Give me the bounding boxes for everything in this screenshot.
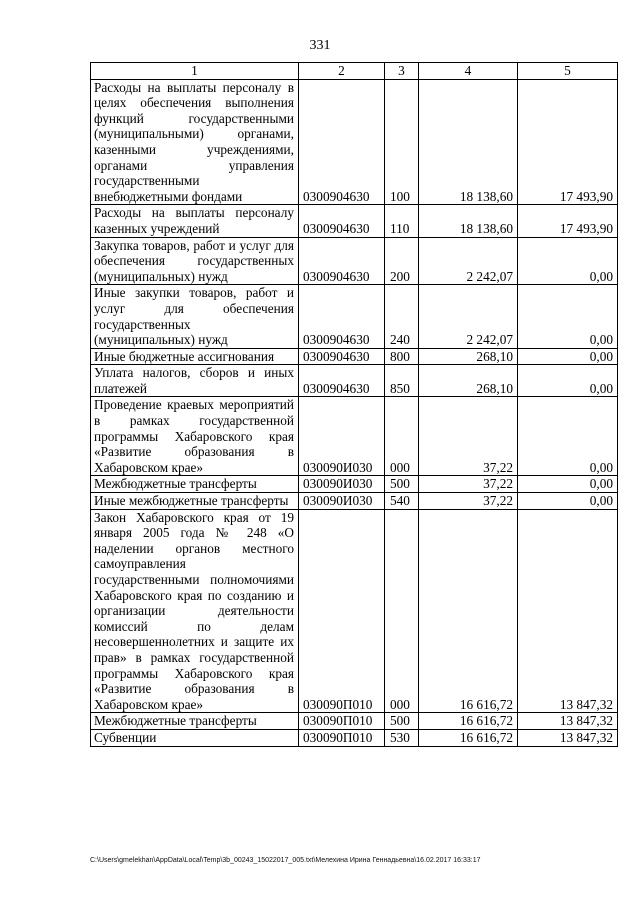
row-amount-2: 0,00 bbox=[518, 285, 618, 348]
header-row bbox=[91, 63, 618, 80]
row-name: Иные закупки товаров, работ и услуг для обеспечения государственных (муниципальных) нужд bbox=[91, 285, 299, 348]
row-code: 0300904630 bbox=[299, 285, 385, 348]
table-row bbox=[91, 237, 618, 285]
row-amount-2: 0,00 bbox=[518, 365, 618, 397]
row-name: Межбюджетные трансферты bbox=[91, 713, 299, 730]
row-name: Субвенции bbox=[91, 729, 299, 746]
row-amount-1: 18 138,60 bbox=[419, 205, 518, 237]
table-row bbox=[91, 713, 618, 730]
row-expense-type: 240 bbox=[385, 285, 419, 348]
row-amount-1: 16 616,72 bbox=[419, 713, 518, 730]
header-col-2: 2 bbox=[299, 63, 385, 80]
row-name: Уплата налогов, сборов и иных платежей bbox=[91, 365, 299, 397]
table-row bbox=[91, 205, 618, 237]
row-amount-2: 0,00 bbox=[518, 237, 618, 285]
table-header bbox=[91, 63, 618, 80]
row-expense-type: 540 bbox=[385, 493, 419, 510]
row-amount-1: 37,22 bbox=[419, 476, 518, 493]
row-name: Расходы на выплаты персоналу казенных учреждений bbox=[91, 205, 299, 237]
header-col-1: 1 bbox=[91, 63, 299, 80]
row-code: 0300904630 bbox=[299, 79, 385, 205]
row-code: 0300904630 bbox=[299, 365, 385, 397]
row-code: 0300904630 bbox=[299, 237, 385, 285]
table-row bbox=[91, 493, 618, 510]
row-amount-1: 268,10 bbox=[419, 348, 518, 365]
header-col-5: 5 bbox=[518, 63, 618, 80]
row-amount-2: 13 847,32 bbox=[518, 729, 618, 746]
row-name: Проведение краевых мероприятий в рамках государственной программы Хабаровского края «Развитие образования в Хабаровском крае» bbox=[91, 397, 299, 476]
row-amount-2: 0,00 bbox=[518, 397, 618, 476]
table-row bbox=[91, 348, 618, 365]
row-amount-2: 0,00 bbox=[518, 348, 618, 365]
row-code: 030090П010 bbox=[299, 713, 385, 730]
table-row bbox=[91, 365, 618, 397]
page-number: 331 bbox=[309, 38, 331, 53]
table-row bbox=[91, 729, 618, 746]
row-amount-1: 16 616,72 bbox=[419, 509, 518, 713]
row-amount-1: 37,22 bbox=[419, 397, 518, 476]
row-amount-1: 2 242,07 bbox=[419, 237, 518, 285]
table-row bbox=[91, 476, 618, 493]
table-row bbox=[91, 285, 618, 348]
row-amount-2: 17 493,90 bbox=[518, 79, 618, 205]
row-code: 030090И030 bbox=[299, 476, 385, 493]
row-amount-2: 17 493,90 bbox=[518, 205, 618, 237]
row-amount-1: 268,10 bbox=[419, 365, 518, 397]
row-name: Иные межбюджетные трансферты bbox=[91, 493, 299, 510]
row-code: 030090И030 bbox=[299, 397, 385, 476]
row-expense-type: 110 bbox=[385, 205, 419, 237]
row-name: Межбюджетные трансферты bbox=[91, 476, 299, 493]
row-code: 0300904630 bbox=[299, 348, 385, 365]
table-body bbox=[91, 79, 618, 746]
row-name: Закон Хабаровского края от 19 января 2005 года № 248 «О наделении органов местного самоуправления государственными полномочиями Хабаровского края по созданию и организации деятельности комиссий по делам несовершеннолетних и защите их прав» в рамках государственной программы Хабаровского края «Развитие образования в Хабаровском крае» bbox=[91, 509, 299, 713]
row-expense-type: 530 bbox=[385, 729, 419, 746]
row-expense-type: 500 bbox=[385, 476, 419, 493]
row-expense-type: 000 bbox=[385, 397, 419, 476]
row-amount-2: 13 847,32 bbox=[518, 509, 618, 713]
table-row bbox=[91, 397, 618, 476]
row-code: 0300904630 bbox=[299, 205, 385, 237]
row-amount-1: 2 242,07 bbox=[419, 285, 518, 348]
table-row bbox=[91, 509, 618, 713]
row-name: Иные бюджетные ассигнования bbox=[91, 348, 299, 365]
row-expense-type: 800 bbox=[385, 348, 419, 365]
row-expense-type: 000 bbox=[385, 509, 419, 713]
row-code: 030090П010 bbox=[299, 729, 385, 746]
row-name: Закупка товаров, работ и услуг для обеспечения государственных (муниципальных) нужд bbox=[91, 237, 299, 285]
row-code: 030090И030 bbox=[299, 493, 385, 510]
row-expense-type: 500 bbox=[385, 713, 419, 730]
row-amount-2: 0,00 bbox=[518, 476, 618, 493]
row-amount-2: 13 847,32 bbox=[518, 713, 618, 730]
row-amount-1: 37,22 bbox=[419, 493, 518, 510]
row-name: Расходы на выплаты персоналу в целях обеспечения выполнения функций государственными (муниципальными) органами, казенными учреждениями, органами управления государственными внебюджетными фондами bbox=[91, 79, 299, 205]
row-amount-1: 18 138,60 bbox=[419, 79, 518, 205]
header-col-3: 3 bbox=[385, 63, 419, 80]
row-code: 030090П010 bbox=[299, 509, 385, 713]
file-path-footer: C:\Users\gmelekhan\AppData\Local\Temp\3b_00243_15022017_005.txt\Мелехина Ирина Геннадьевна\16.02.2017 16:33:17 bbox=[90, 857, 481, 864]
row-expense-type: 200 bbox=[385, 237, 419, 285]
row-amount-2: 0,00 bbox=[518, 493, 618, 510]
row-amount-1: 16 616,72 bbox=[419, 729, 518, 746]
budget-table bbox=[90, 62, 618, 747]
header-col-4: 4 bbox=[419, 63, 518, 80]
row-expense-type: 100 bbox=[385, 79, 419, 205]
row-expense-type: 850 bbox=[385, 365, 419, 397]
table-row bbox=[91, 79, 618, 205]
